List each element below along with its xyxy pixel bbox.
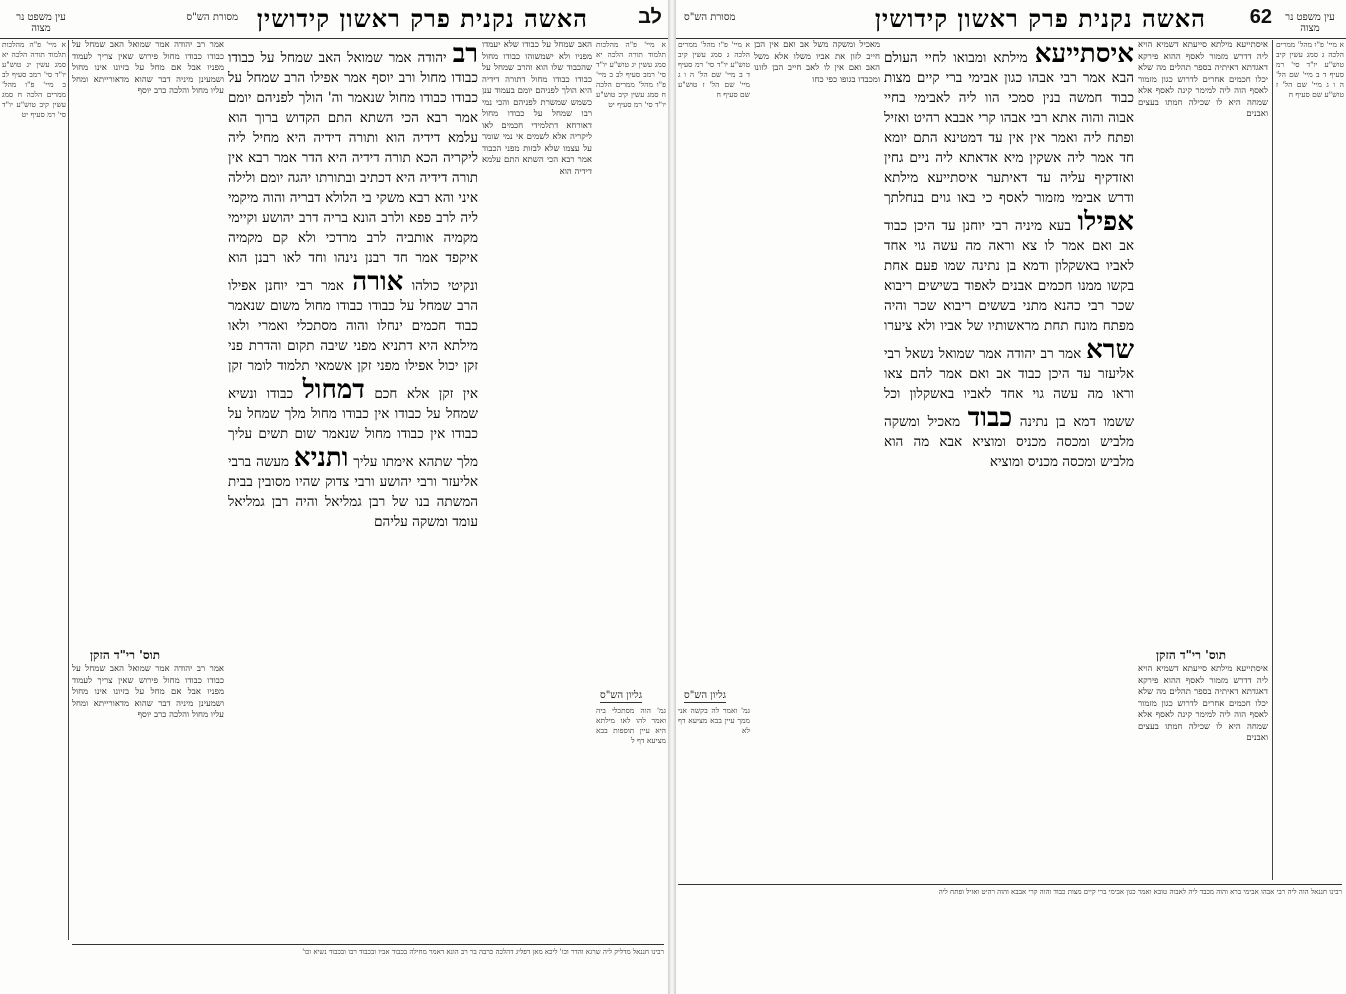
left-rashi-column: האב שמחל על כבודו שלא יעמדו מפניו ולא ישמשוהו כבודו מחול שהכבוד שלו הוא והרב שמחל על כבודו כבודו מחול דתורה דידיה היא הולך לפניהם יומם בעמוד ענן כשמש שמשרת לפניהם והכי נמי רבו שמחל על כבודו מחול דאורחא דתלמידי חכמים לאו ליקריה אלא לשמים אי נמי שומר על עצמו שלא לבזות מפני הכבוד אמר רבא הכי השתא התם עלמא דידיה הוא (482, 40, 592, 177)
left-main-text: רב יהודה אמר שמואל האב שמחל על כבודו כבודו מחול ורב יוסף אמר אפילו הרב שמחל על כבודו כבודו מחול שנאמר וה' הולך לפניהם יומם אמר רבא הכי השתא התם הקדוש ברוך הוא עלמא דידיה הוא ותורה דידיה היא מחיל ליה ליקריה הכא תורה דידיה היא הדר אמר רבא אין תורה דידיה היא דכתיב ובתורתו יהגה יומם ולילה איני והא רבא משקי בי הלולא דבריה והוה מיקמי ליה לרב פפא ולרב הונא בריה דרב יהושע וקיימי מקמיה אותביה לרב מרדכי ולא קם מקמיה איקפד אמר חד רבנן נינהו וחד לאו רבנן הוא ונקיטי כולהו אורה אמר רבי יוחנן אפילו הרב שמחל על כבודו כבודו מחול משום שנאמר כבוד חכמים ינחלו והוה מסתכלי ואמרי ולאו מילתא היא דתניא מפני שיבה תקום והדרת פני זקן יכול אפילו מפני זקן אשמאי תלמוד לומר זקן אין זקן אלא חכם דמחול כבודו ונשיא שמחל על כבודו אין כבודו מחול מלך שמחל על כבודו אין כבודו מחול שנאמר שום תשים עליך מלך שתהא אימתו עליך ותניא מעשה ברבי אליעזר ורבי יהושע ורבי צדוק שהיו מסובין בבית המשתה בנו של רבן גמליאל והיה רבן גמליאל עומד ומשקה עליהם (228, 40, 478, 530)
left-ein-mishpat-label: עין משפט נר מצוה (16, 12, 66, 34)
right-footer-rule (678, 884, 1342, 885)
right-page (676, 0, 1346, 994)
right-gilyon-notes: גמ' ואמר לה בקשה אני ממך עיין בבא מציעא דף לא (678, 706, 750, 735)
left-masoret-notes: א מיי' פ"ה מהלכות תלמוד תורה הלכה יא סמג עשין יג טוש"ע יו"ד סי' רמב סעיף לב ב מיי' פ"ו מהל' ממרים הלכה ח סמג עשין קיב טוש"ע יו"ד סי' רמ סעיף יט (596, 40, 666, 109)
left-footer: רבינו חננאל מדליק ליה שרגא והדר וכו' ליכא מאן דפליג דהלכה כרבה בר רב הונא דאמר מחילה בכבוד אביו ובכבוד רבו ובכבוד נשיא וכו' (302, 948, 664, 956)
left-ein-mishpat-notes: א מיי' פ"ה מהלכות תלמוד תורה הלכה יא סמג עשין יג טוש"ע יו"ד סי' רמב סעיף לב ב מיי' פ"ו מהל' ממרים הלכה ח סמג עשין קיב טוש"ע יו"ד סי' רמ סעיף יט (2, 40, 66, 119)
right-masoret-label: מסורת הש"ס (684, 12, 736, 23)
right-third-lead: שרא (1086, 335, 1134, 365)
right-gilyon-label: גליון הש"ס (684, 690, 727, 701)
left-second-lead: אורה (352, 267, 404, 297)
right-second-lead: אפילו (1077, 207, 1134, 237)
right-main-text: איסתייעא מילתא ומבואו לחיי העולם הבא אמר רבי אבהו כגון אבימי ברי קיים מצות כבוד חמשה בנין סמכי הוו ליה לאבימי בחיי אבוה והוה אתא רבי אבהו קרי אבבא רהיט ואזיל ופתח ליה ואמר אין אין עד דמטינא התם יומא חד אמר ליה אשקין מיא אדאתא ליה ניים גחין ואזדקיף עליה עד דאיתער איסתייעא מילתא ודרש אבימי מזמור לאסף כי באו גוים בנחלתך אפילו בעא מיניה רבי יוחנן עד היכן כבוד אב ואם אמר לו צא וראה מה עשה גוי אחד לאביו באשקלון ודמא בן נתינה שמו פעם אחת בקשו ממנו חכמים אבנים לאפוד בשישים ריבוא שכר רבי כהנא מתני בששים ריבוא שכר והיה מפתח מונח תחת מראשותיו של אביו ולא ציערו שרא אמר רב יהודה אמר שמואל נשאל רבי אליעזר עד היכן כבוד אב ואם אמר להם צאו וראו מה עשה גוי אחד לאביו באשקלון וכל ששמו דמא בן נתינה כבוד מאכיל ומשקה מלביש ומכסה מכניס ומוציא אבא מה הוא מלביש ומכסה מכניס ומוציא (884, 40, 1134, 470)
left-page-number: לב (638, 6, 662, 28)
right-fourth-lead: כבוד (967, 403, 1013, 433)
left-lead-word: רב (452, 40, 478, 69)
left-page-title: האשה נקנית פרק ראשון קידושין (256, 4, 588, 33)
left-margin-rule (68, 40, 69, 940)
left-header-rule (0, 38, 668, 39)
left-masoret-label: מסורת הש"ס (186, 12, 238, 23)
left-tosafot-column: אמר רב יהודה אמר שמואל האב שמחל על כבודו כבודו מחול פירוש שאין צריך לעמוד מפניו אבל אם מחל על בזיונו אינו מחול ושמעינן מיניה דבר שהוא מדאורייתא ומחל עליו מחול והלכה כרב יוסף (72, 40, 224, 96)
right-header-rule (676, 38, 1346, 39)
left-footer-rule (72, 944, 664, 945)
right-ein-mishpat-label: עין משפט נר מצוה (1285, 12, 1335, 34)
right-page-header (676, 2, 1346, 36)
left-gilyon-notes: גמ' הוה מסתכלי ביה ואמר להו לאו מילתא היא עיין תוספות בבא מציעא דף ל (596, 706, 666, 745)
left-page (0, 0, 668, 994)
right-footer: רבינו חננאל הוה ליה רבי אבהו אבימי ברא והוה מכבד ליה לאבוה טובא ואמר כגון אבימי ברי קיים מצות כבוד והוה קרי אבבא והוה רהיט ואזיל ופתח ליה (938, 888, 1342, 896)
left-third-lead: דמחול (302, 375, 365, 405)
left-gilyon-label: גליון הש"ס (600, 690, 643, 701)
right-rashi-lower: איסתייעא מילתא סייעתא דשמיא הויא ליה דדרש מזמור לאסף ההוא פירקא דאגדתא דאיתיה בספר תהלים מה שלא יכלו חכמים אחרים לדרוש כגון מזמור לאסף הוה ליה למימר קינה לאסף אלא שמחה היא לו שכילה חמתו בעצים ואבנים (1138, 664, 1268, 743)
right-margin-rule (1272, 40, 1273, 880)
left-page-header (0, 2, 668, 36)
right-ein-mishpat-notes: א מיי' פ"ו מהל' ממרים הלכה ג סמג עשין קיב טוש"ע יו"ד סי' רמ סעיף ד ב מיי' שם הל' ה ו ג מיי' שם הל' ז טוש"ע שם סעיף ח (1276, 40, 1344, 99)
right-page-number: 62 (1249, 6, 1272, 28)
right-lead-word: איסתייעא (1034, 40, 1134, 69)
right-tosafot-column: מאכיל ומשקה משל אב ואם אין הבן חייב לזון את אביו משלו אלא משל האב ואם אין לו לאב חייב הבן לזונו ומכבדו בגופו כפי כחו (754, 40, 880, 85)
right-page-title: האשה נקנית פרק ראשון קידושין (874, 4, 1206, 33)
right-masoret-notes: א מיי' פ"ו מהל' ממרים הלכה ג סמג עשין קיב טוש"ע יו"ד סי' רמ סעיף ד ב מיי' שם הל' ה ו ג מיי' שם הל' ז טוש"ע שם סעיף ח (678, 40, 750, 99)
book-gutter (668, 0, 676, 994)
right-tosafot-label: תוס' רי"ד הזקן (1156, 648, 1227, 662)
left-tosafot-column-lower: אמר רב יהודה אמר שמואל האב שמחל על כבודו כבודו מחול פירוש שאין צריך לעמוד מפניו אבל אם מחל על בזיונו אינו מחול ושמעינן מיניה דבר שהוא מדאורייתא ומחל עליו מחול והלכה כרב יוסף (72, 664, 224, 720)
right-rashi-column: איסתייעא מילתא סייעתא דשמיא הויא ליה דדרש מזמור לאסף ההוא פירקא דאגדתא דאיתיה בספר תהלים מה שלא יכלו חכמים אחרים לדרוש כגון מזמור לאסף הוה ליה למימר קינה לאסף אלא שמחה היא לו שכילה חמתו בעצים ואבנים (1138, 40, 1268, 119)
left-tosafot-label: תוס' רי"ד הזקן (90, 648, 161, 662)
left-fourth-lead: ותניא (293, 443, 349, 473)
